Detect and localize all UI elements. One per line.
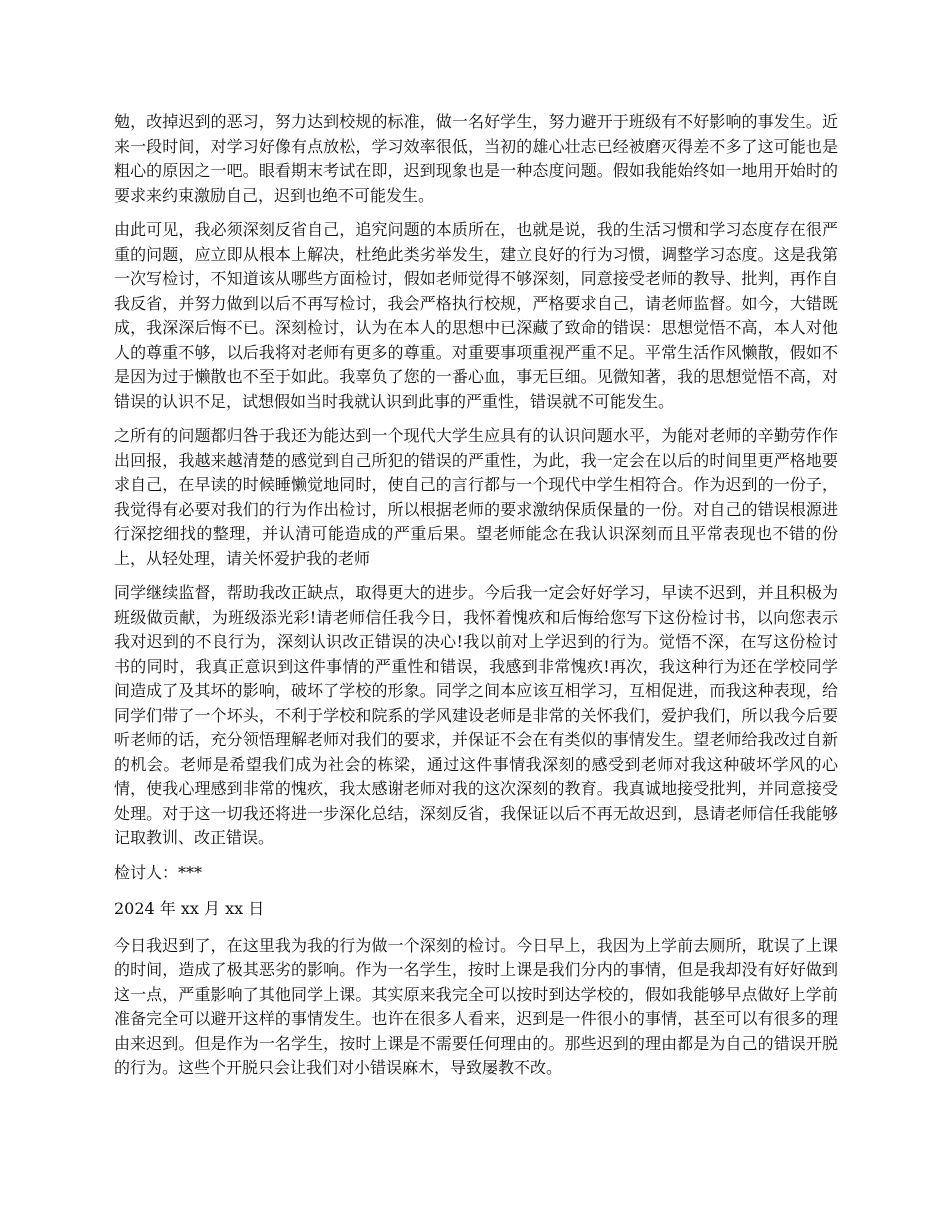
date-line: 2024 年 xx 月 xx 日 <box>114 899 265 918</box>
signature-line: 检讨人：*** <box>114 862 203 882</box>
paragraph-4: 同学继续监督，帮助我改正缺点，取得更大的进步。今后我一定会好好学习，早读不迟到，并且积极为班级做贡献，为班级添光彩!请老师信任我今日，我怀着愧疚和后悔给您写下这份检讨书，以向您表示我对迟到的不良行为，深刻认识改正错误的决心!我以前对上学迟到的行为。觉悟不深，在写这份检讨书的同时，我真正意识到这件事情的严重性和错误，我感到非常愧疚!再次，我这种行为还在学校同学间造成了及其坏的影响，破坏了学校的形象。同学之间本应该互相学习，互相促进，而我这种表现，给同学们带了一个坏头，不利于学校和院系的学风建设老师是非常的关怀我们，爱护我们，所以我今后要听老师的话，充分领悟理解老师对我们的要求，并保证不会在有类似的事情发生。望老师给我改过自新的机会。老师是希望我们成为社会的栋梁，通过这件事情我深刻的感受到老师对我这种破坏学风的心情，使我心理感到非常的愧疚，我太感谢老师对我的这次深刻的教育。我真诚地接受批判，并同意接受处理。对于这一切我还将进一步深化总结，深刻反省，我保证以后不再无故迟到，恳请老师信任我能够记取教训、改正错误。 <box>114 583 838 847</box>
paragraph-1: 勉，改掉迟到的恶习，努力达到校规的标准，做一名好学生，努力避开于班级有不好影响的事发生。近来一段时间，对学习好像有点放松，学习效率很低，当初的雄心壮志已经被磨灭得差不多了这可能也是粗心的原因之一吧。眼看期末考试在即，迟到现象也是一种态度问题。假如我能始终如一地用开始时的要求来约束激励自己，迟到也绝不可能发生。 <box>114 112 838 205</box>
paragraph-5: 今日我迟到了，在这里我为我的行为做一个深刻的检讨。今日早上，我因为上学前去厕所，耽误了上课的时间，造成了极其恶劣的影响。作为一名学生，按时上课是我们分内的事情，但是我却没有好好做到这一点，严重影响了其他同学上课。其实原来我完全可以按时到达学校的，假如我能够早点做好上学前准备完全可以避开这样的事情发生。也许在很多人看来，迟到是一件很小的事情，甚至可以有很多的理由来迟到。但是作为一名学生，按时上课是不需要任何理由的。那些迟到的理由都是为自己的错误开脱的行为。这些个开脱只会让我们对小错误麻木，导致屡教不改。 <box>114 935 838 1077</box>
document-body <box>114 110 838 1091</box>
paragraph-2: 由此可见，我必须深刻反省自己，追究问题的本质所在，也就是说，我的生活习惯和学习态度存在很严重的问题，应立即从根本上解决，杜绝此类劣举发生，建立良好的行为习惯，调整学习态度。这是我第一次写检讨，不知道该从哪些方面检讨，假如老师觉得不够深刻，同意接受老师的教导、批判，再作自我反省，并努力做到以后不再写检讨，我会严格执行校规，严格要求自己，请老师监督。如今，大错既成，我深深后悔不已。深刻检讨，认为在本人的思想中已深藏了致命的错误：思想觉悟不高，本人对他人的尊重不够，以后我将对老师有更多的尊重。对重要事项重视严重不足。平常生活作风懒散，假如不是因为过于懒散也不至于如此。我辜负了您的一番心血，事无巨细。见微知著，我的思想觉悟不高，对错误的认识不足，试想假如当时我就认识到此事的严重性，错误就不可能发生。 <box>114 220 838 411</box>
paragraph-3: 之所有的问题都归咎于我还为能达到一个现代大学生应具有的认识问题水平，为能对老师的辛勤劳作作出回报，我越来越清楚的感觉到自己所犯的错误的严重性，为此，我一定会在以后的时间里更严格地要求自己，在早读的时候睡懒觉地同时，使自己的言行都与一个现代中学生相符合。作为迟到的一份子，我觉得有必要对我们的行为作出检讨，所以根据老师的要求激纳保质保量的一份。对自己的错误根源进行深挖细找的整理，并认清可能造成的严重后果。望老师能念在我认识深刻而且平常表现也不错的份上，从轻处理，请关怀爱护我的老师 <box>114 426 838 568</box>
